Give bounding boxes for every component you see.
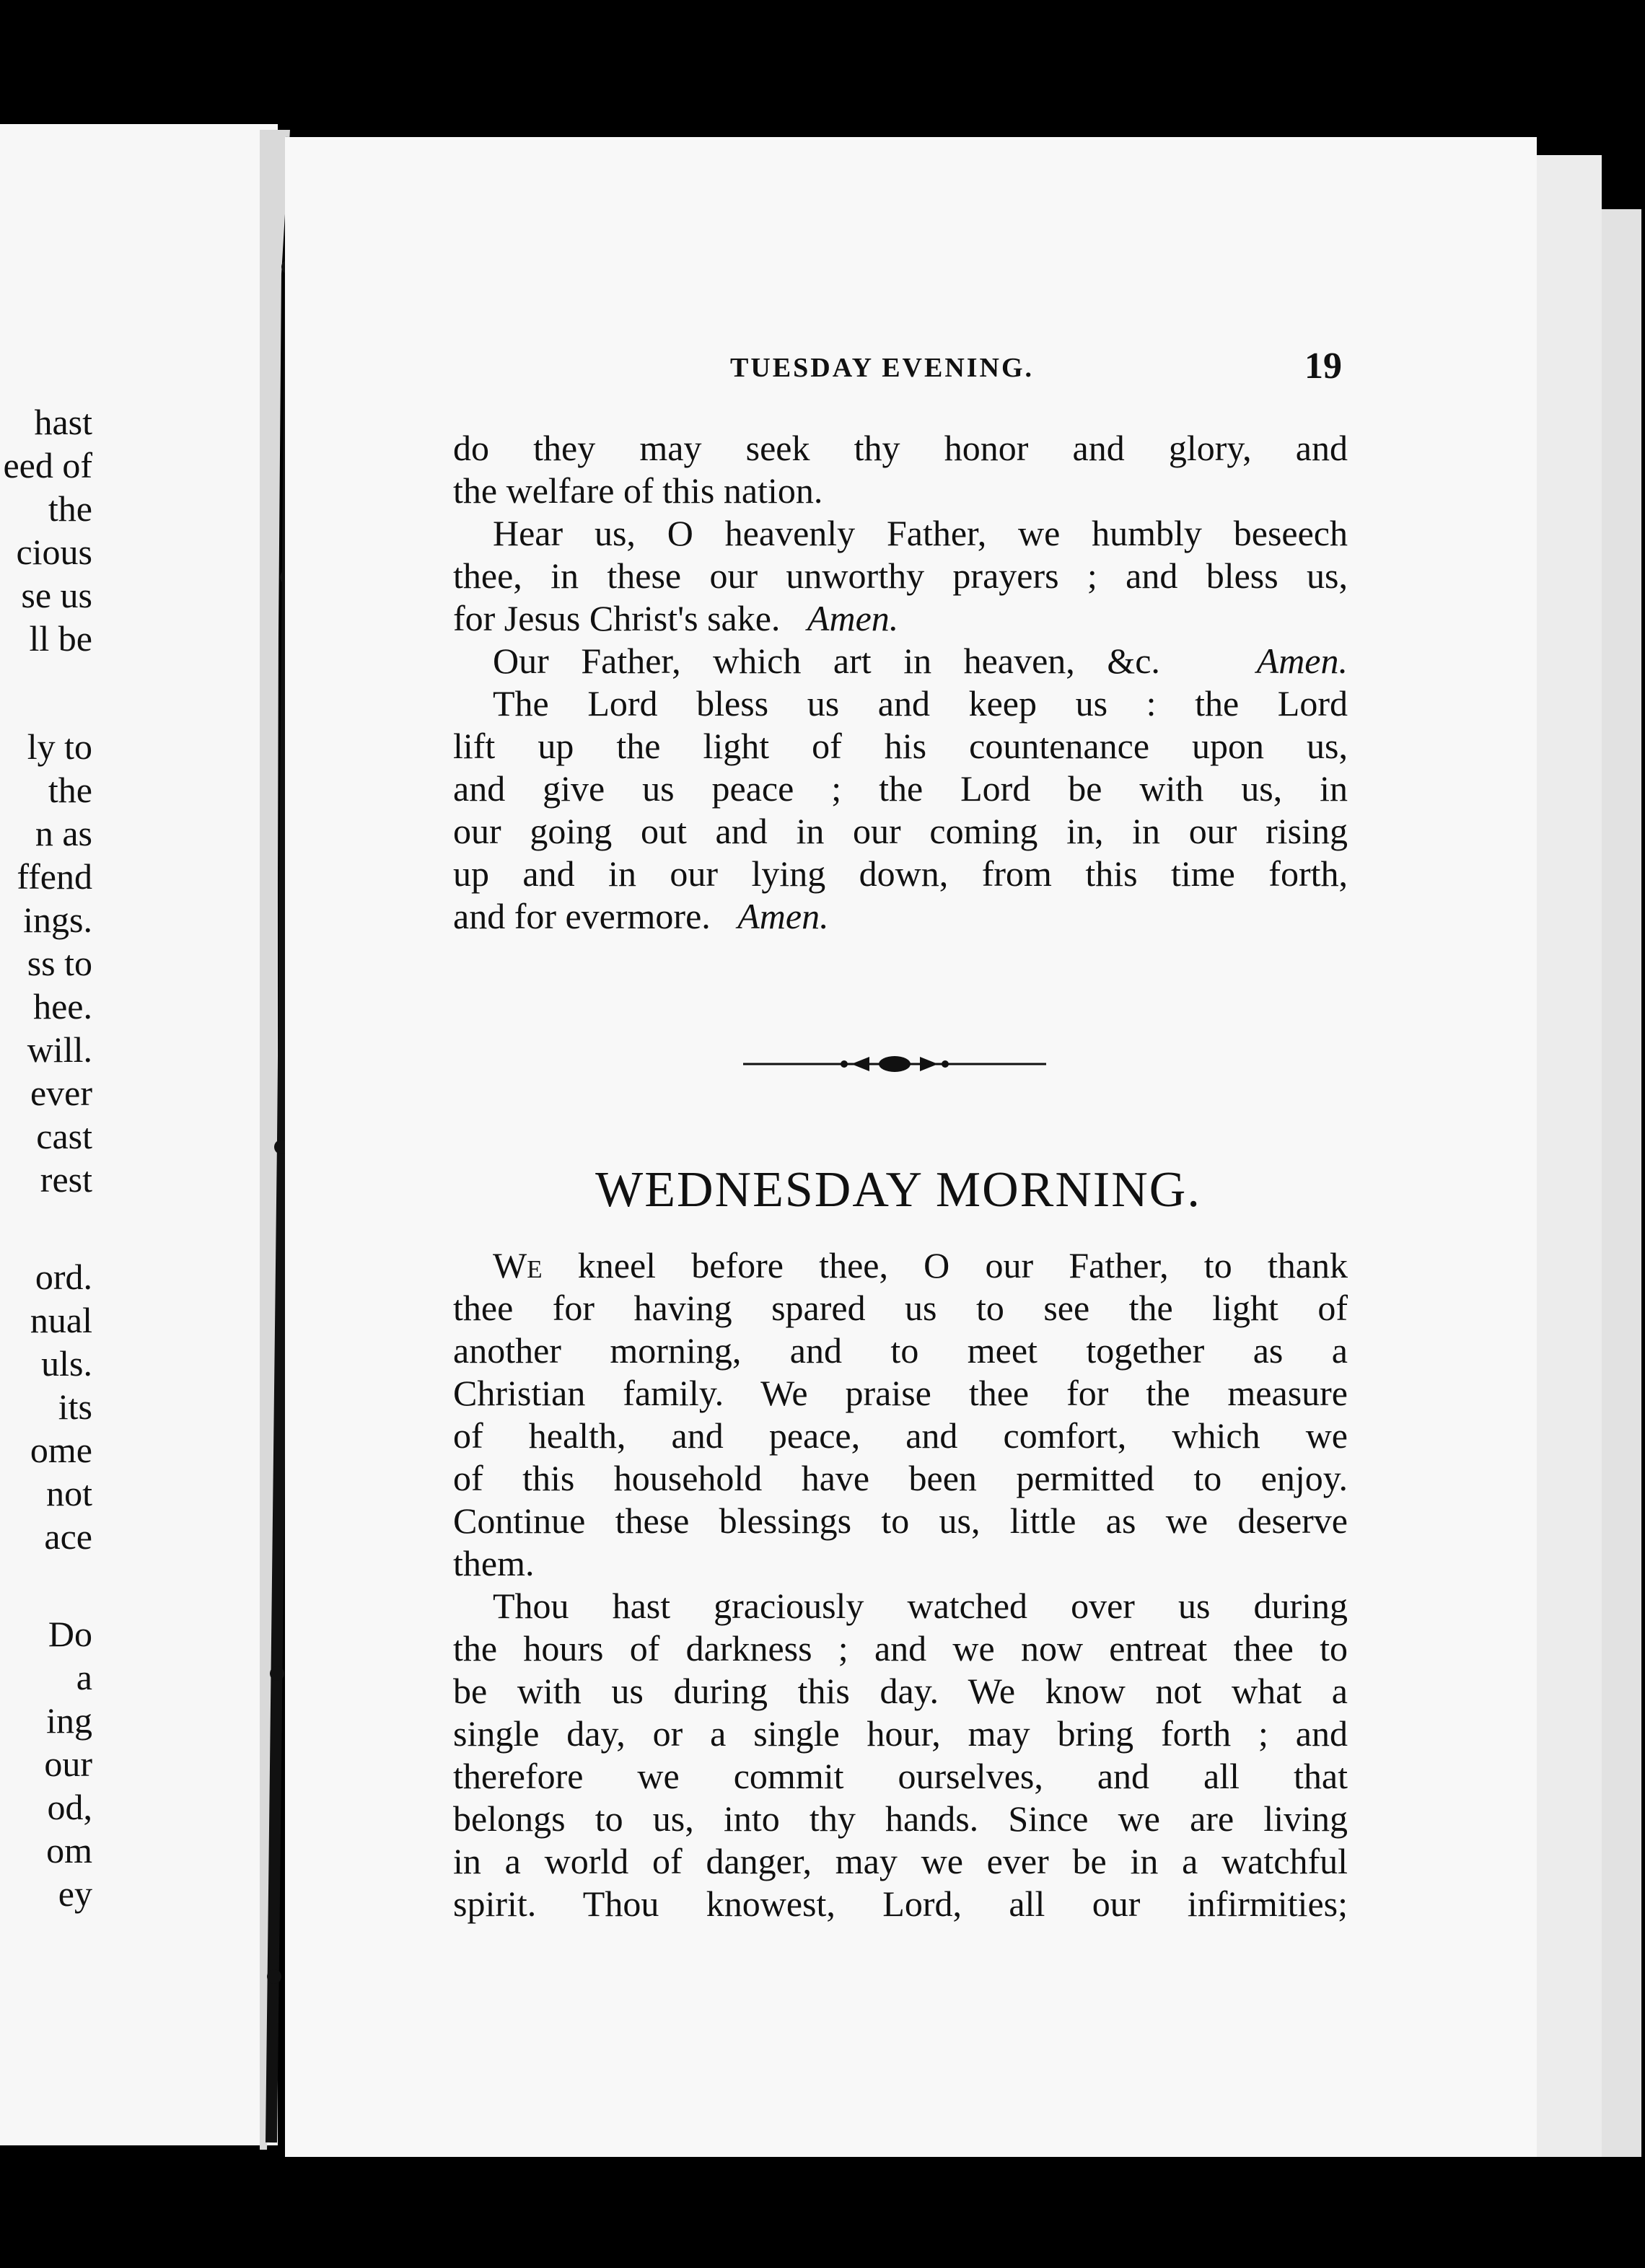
left-page-text-fragment: Do bbox=[48, 1614, 92, 1654]
text-line bbox=[453, 597, 1348, 640]
left-page-text-fragment: se us bbox=[21, 575, 92, 615]
amen: Amen. bbox=[737, 896, 829, 936]
left-page-text-fragment: cious bbox=[16, 532, 92, 572]
left-page-text-fragment: a bbox=[76, 1657, 92, 1697]
text-line bbox=[453, 640, 1348, 682]
left-page-text-fragment: its bbox=[58, 1386, 92, 1427]
first-word: We bbox=[493, 1245, 543, 1285]
text-line: spirit. Thou knowest, Lord, all our infirmities; bbox=[453, 1884, 1348, 1924]
tuesday-evening-prayer-end bbox=[453, 427, 1348, 938]
left-page-text-fragment: ace bbox=[44, 1516, 92, 1557]
text-line: our going out and in our coming in, in our rising bbox=[453, 811, 1348, 851]
left-page-text-fragment: n as bbox=[35, 813, 92, 853]
left-page-text-fragment: ss to bbox=[27, 943, 92, 983]
left-page-text-fragment: our bbox=[44, 1744, 92, 1784]
left-page-text-fragment: ord. bbox=[35, 1257, 92, 1297]
page-edge bbox=[1602, 209, 1641, 2157]
left-page-text-fragment: ey bbox=[58, 1873, 92, 1914]
page-edge bbox=[1537, 155, 1602, 2157]
left-page-text-fragment: ever bbox=[30, 1073, 92, 1113]
running-head: TUESDAY EVENING. bbox=[730, 353, 1035, 383]
text-line: up and in our lying down, from this time forth, bbox=[453, 853, 1348, 894]
text-line: lift up the light of his countenance upon us, bbox=[453, 726, 1348, 766]
left-page-text-fragment: ing bbox=[46, 1700, 92, 1741]
section-divider-ornament bbox=[743, 1050, 1046, 1078]
left-page-text-fragment: nual bbox=[30, 1300, 92, 1340]
left-page-text-fragment: ings. bbox=[23, 900, 92, 940]
text-segment: for Jesus Christ's sake. bbox=[453, 598, 781, 638]
text-line: the hours of darkness ; and we now entreat thee to bbox=[453, 1628, 1348, 1669]
left-page-text-fragment: ffend bbox=[17, 856, 92, 897]
left-page-text-fragment: the bbox=[48, 770, 92, 810]
left-page-text-fragment: uls. bbox=[41, 1343, 92, 1384]
text-line: thee, in these our unworthy prayers ; and bless us, bbox=[453, 555, 1348, 596]
section-heading: WEDNESDAY MORNING. bbox=[595, 1162, 1201, 1218]
text-line: single day, or a single hour, may bring forth ; and bbox=[453, 1713, 1348, 1754]
left-page-text-fragment: not bbox=[46, 1473, 92, 1513]
text-line: of this household have been permitted to enjoy. bbox=[453, 1458, 1348, 1498]
wednesday-morning-prayer bbox=[453, 1244, 1348, 1925]
text-segment: and for evermore. bbox=[453, 896, 711, 936]
text-segment: kneel before thee, O our Father, to thank bbox=[577, 1245, 1348, 1285]
text-line: the welfare of this nation. bbox=[453, 470, 823, 511]
left-page-text-fragment: rest bbox=[40, 1159, 92, 1200]
text-line: be with us during this day. We know not what a bbox=[453, 1671, 1348, 1711]
text-line: Hear us, O heavenly Father, we humbly beseech bbox=[493, 513, 1348, 553]
text-line: The Lord bless us and keep us : the Lord bbox=[493, 683, 1348, 724]
left-page-text-fragment: hast bbox=[34, 402, 92, 442]
left-page-text-fragment: ll be bbox=[29, 618, 92, 659]
text-line: thee for having spared us to see the light of bbox=[453, 1288, 1348, 1328]
text-line: do they may seek thy honor and glory, and bbox=[453, 428, 1348, 468]
text-segment: Our Father, which art in heaven, &c. bbox=[493, 641, 1160, 681]
left-page-text-fragment: cast bbox=[36, 1116, 92, 1156]
left-page-text-fragment: will. bbox=[27, 1029, 92, 1070]
text-line: Thou hast graciously watched over us during bbox=[493, 1586, 1348, 1626]
text-line: Continue these blessings to us, little as we deserve bbox=[453, 1500, 1348, 1541]
amen: Amen. bbox=[1256, 641, 1348, 681]
page-number: 19 bbox=[1304, 346, 1342, 387]
text-line: another morning, and to meet together as a bbox=[453, 1330, 1348, 1371]
text-line: and give us peace ; the Lord be with us, in bbox=[453, 768, 1348, 809]
left-page-text-fragment: od, bbox=[47, 1787, 92, 1827]
text-line: of health, and peace, and comfort, which we bbox=[453, 1415, 1348, 1456]
left-page-text-fragment: the bbox=[48, 488, 92, 529]
text-line: therefore we commit ourselves, and all that bbox=[453, 1756, 1348, 1796]
text-line: in a world of danger, may we ever be in a watchful bbox=[453, 1841, 1348, 1881]
left-page-text-fragment: ome bbox=[30, 1430, 92, 1470]
text-line: Christian family. We praise thee for the measure bbox=[453, 1373, 1348, 1413]
amen: Amen. bbox=[807, 598, 899, 638]
left-page-text-fragment: om bbox=[46, 1830, 92, 1871]
text-line: them. bbox=[453, 1543, 535, 1583]
text-line bbox=[453, 1244, 1348, 1287]
left-page-text-fragment: eed of bbox=[3, 445, 92, 485]
left-page-text-fragment: ly to bbox=[27, 726, 92, 767]
previous-page-fragment bbox=[0, 124, 278, 2145]
text-line bbox=[453, 895, 1348, 938]
text-line: belongs to us, into thy hands. Since we are living bbox=[453, 1798, 1348, 1839]
left-page-text-fragment: hee. bbox=[33, 986, 92, 1027]
